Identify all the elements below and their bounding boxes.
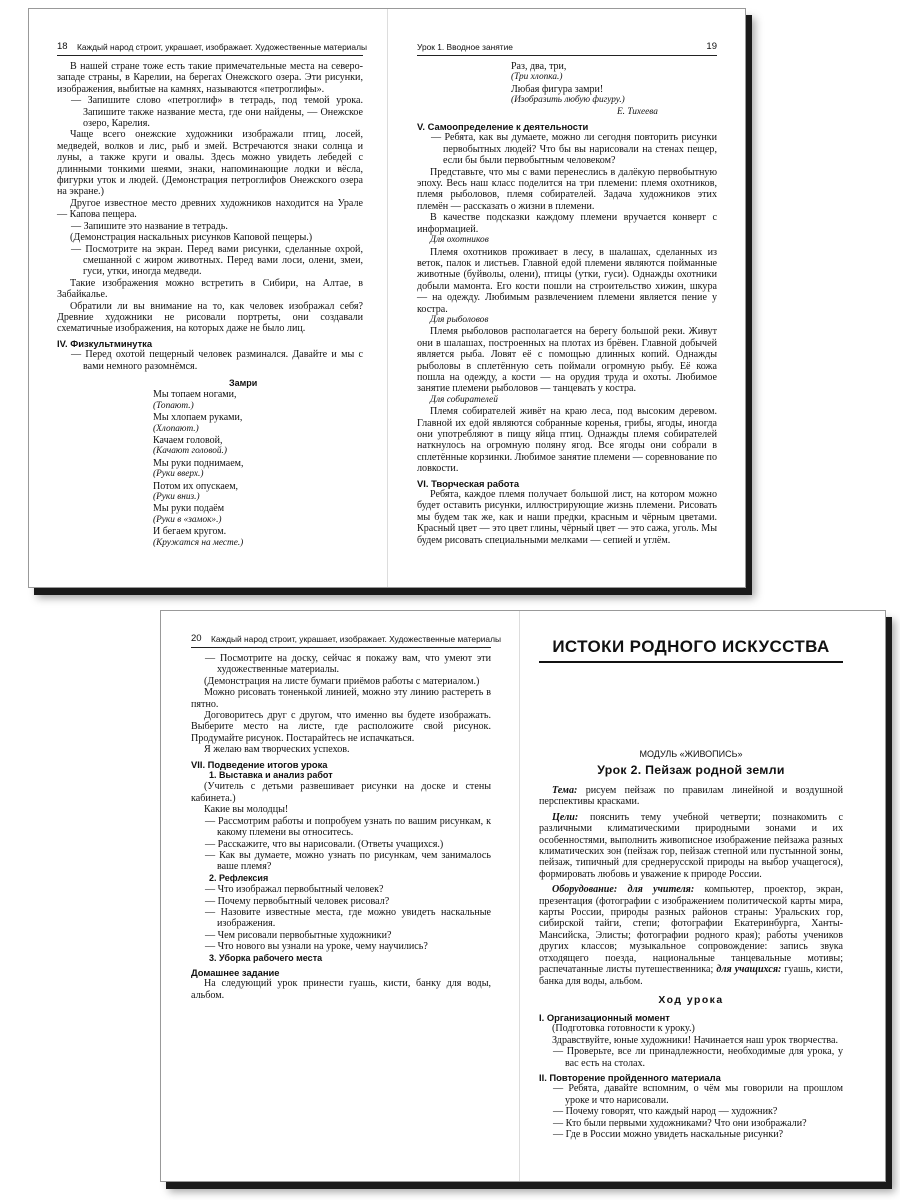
page-18	[57, 39, 367, 587]
poem-line: Качаем головой,	[153, 435, 223, 446]
paragraph: На следующий урок принести гуашь, кисти, банку для воды, альбом.	[191, 978, 491, 1001]
dialogue-line: — Ребята, как вы думаете, можно ли сегодня повторить рисунки первобытных людей? Что бы вы нарисовали на стенах пещер, если бы были первобытным человеком?	[431, 132, 717, 167]
stage-direction: (Кружатся на месте.)	[153, 537, 244, 548]
paragraph: Ребята, каждое племя получает большой лист, на котором можно будет оставить рисунки, иллюстрирующие жизнь племени. Рисовать мы будем так же, как и наши предки, красным и чёрным цветами. Красный цвет — это цвет глины, чёрный цвет — это сажа, уголь. Мы будем рисовать специальными мелками — сепией и углём.	[417, 489, 717, 546]
dialogue-line: — Что изображал первобытный человек?	[205, 884, 384, 896]
page-fold	[519, 611, 520, 1181]
dialogue-line: — Как вы думаете, можно узнать по рисункам, чем занималось ваше племя?	[205, 849, 491, 873]
page-number: 19	[706, 41, 717, 52]
section-heading: VI. Творческая работа	[417, 477, 520, 489]
dialogue-line: — Что нового вы узнали на уроке, чему научились?	[205, 941, 428, 953]
dialogue-line: — Кто были первыми художниками? Что они изображали?	[553, 1117, 807, 1129]
lesson-goals	[539, 812, 843, 880]
stage-direction: (Три хлопка.)	[511, 72, 563, 83]
paragraph: Здравствуйте, юные художники! Начинается наш урок творчества.	[552, 1034, 838, 1046]
goals-text: пояснить тему учебной четверти; познакомить с различными климатическими природными зонами и их особенностями, выполнить живописное изображение пейзажа разных климатических зон (пейзаж гор, пейзаж степной или пустынной зоны, пейзаж, типичный для среднерусской природы на выбор учащегося), формировать любовь и уважение к природе России.	[539, 811, 843, 880]
paragraph: Племя охотников проживает в лесу, в шалашах, сделанных из веток, палок и листьев. Главной едой племени являются пойманные животные (буйволы, олени), птицы (утки, гуси). Однажды охотники добыли мамонта. Его кости пошли на строительство хижин, шкура — на одежду. Любимым развлечением племени является пение у костра.	[417, 246, 717, 315]
equipment-students-label: для учащихся:	[716, 964, 782, 976]
running-title: Каждый народ строит, украшает, изображает. Художественные материалы	[77, 42, 367, 52]
running-header	[57, 39, 367, 56]
paragraph: (Демонстрация наскальных рисунков Каповой пещеры.)	[70, 232, 313, 244]
section-heading: VII. Подведение итогов урока	[191, 758, 328, 770]
paragraph: Другое известное место древних художников находится на Урале — Капова пещера.	[57, 197, 363, 221]
book-spread-bottom	[160, 610, 886, 1182]
dialogue-line: — Проверьте, все ли принадлежности, необходимые для урока, у вас есть на столах.	[553, 1046, 843, 1069]
dialogue-line: — Запишите это название в тетрадь.	[71, 220, 228, 232]
dialogue-line: — Запишите слово «петроглиф» в тетрадь, под темой урока. Запишите также название места, где они найдены, — Онежское озеро, Карелия.	[71, 95, 363, 130]
page-21-body	[539, 1012, 843, 1140]
page-20-body	[191, 653, 491, 1001]
section-heading: I. Организационный момент	[539, 1011, 670, 1023]
lesson-topic	[539, 785, 843, 808]
poem-line: Мы руки поднимаем,	[153, 457, 244, 469]
dialogue-line: — Почему говорят, что каждый народ — художник?	[553, 1106, 778, 1118]
poem-author: Е. Тихеева	[617, 106, 658, 117]
tribe-label: Для собирателей	[430, 394, 498, 405]
book-spread-top	[28, 8, 746, 588]
paragraph: (Подготовка готовности к уроку.)	[552, 1023, 695, 1035]
paragraph: Чаще всего онежские художники изображали птиц, лосей, медведей, волков и лис, рыб и змей. Встречаются знаки солнца и луны, а также круги и овалы. Здесь можно увидеть лебедей с длинными тонкими шеями, знаки, напоминающие лодки и вёсла, фигурки уток и людей. (Демонстрация петроглифов Онежского озера на экране.)	[57, 129, 363, 198]
page-fold	[387, 9, 388, 587]
stage-direction: (Топают.)	[153, 400, 194, 411]
course-title: Ход урока	[658, 994, 724, 1006]
page-number: 18	[57, 41, 68, 52]
paragraph: Такие изображения можно встретить в Сибири, на Алтае, в Забайкалье.	[57, 277, 363, 301]
chapter-heading: ИСТОКИ РОДНОГО ИСКУССТВА	[539, 637, 843, 663]
dialogue-line: — Посмотрите на доску, сейчас я покажу вам, что умеют эти художественные материалы.	[205, 653, 491, 676]
dialogue-line: — Чем рисовали первобытные художники?	[205, 929, 392, 941]
dialogue-line: — Назовите известные места, где можно увидеть наскальные изображения.	[205, 906, 491, 930]
running-title: Каждый народ строит, украшает, изображает. Художественные материалы	[211, 634, 501, 644]
section-heading: V. Самоопределение к деятельности	[417, 121, 589, 133]
equipment-students-text: гуашь, кисти, банка для воды, альбом.	[539, 964, 843, 987]
dialogue-line: — Перед охотой пещерный человек разминался. Давайте и мы с вами немного разомнёмся.	[71, 349, 363, 372]
equipment-teacher-text: компьютер, проектор, экран, презентация (фотографии с изображением политической карты мира, карты России, природы разных районов страны: Уральских гор, сибирской тайги, степи; фотографии Екатеринбурга, Ханты-Мансийска, Элисты; фотографии родного края); работы учеников других классов; музыкальное сопровождение: запись звука отходящего поезда, национальные танцевальные мотивы; распечатанные листы путешественника;	[539, 884, 843, 976]
page-21	[539, 611, 843, 1181]
paragraph: Племя рыболовов располагается на берегу большой реки. Живут они в шалашах, построенных на плотах из брёвен. Главной добычей является рыба. Ловят её с помощью длинных копий. Однажды рыболовы в сплетённую сеть поймали огромную рыбу. Её кожа пошла на одежду, а кости — на орудия труда и охоты. Любимое занятие племени рыболовов — танцевать у костра.	[417, 326, 717, 395]
paragraph: Можно рисовать тоненькой линией, можно эту линию растереть в пятно.	[191, 687, 491, 710]
poem-line: И бегаем кругом.	[153, 526, 227, 538]
page-19-body	[417, 121, 717, 546]
subsection-heading: 1. Выставка и анализ работ	[209, 770, 333, 781]
dialogue-line: — Расскажите, что вы нарисовали. (Ответы учащихся.)	[205, 838, 444, 850]
poem-line: Любая фигура замри!	[511, 83, 604, 95]
paragraph: В нашей стране тоже есть такие примечательные места на северо-западе страны, в Карелии, на берегах Онежского озера. Эти рисунки, изображения, выбитые на камнях, называются «петроглифы».	[57, 61, 363, 95]
running-title: Урок 1. Вводное занятие	[417, 42, 513, 52]
dialogue-line: — Посмотрите на экран. Перед вами рисунки, сделанные охрой, смешанной с жиром животных. Перед вами лоси, олени, змеи, гуси, утки, иногда медведи.	[71, 243, 363, 278]
section-heading: IV. Физкультминутка	[57, 337, 153, 349]
equipment-teacher-label: для учителя:	[627, 884, 695, 896]
poem-line: Мы хлопаем руками,	[153, 412, 243, 424]
lesson-title: Урок 2. Пейзаж родной земли	[597, 763, 785, 777]
dialogue-line: — Почему первобытный человек рисовал?	[205, 895, 390, 907]
page-20	[191, 631, 501, 1181]
paragraph: Я желаю вам творческих успехов.	[204, 744, 350, 756]
poem-line: Потом их опускаем,	[153, 480, 239, 492]
poem-line: Раз, два, три,	[511, 61, 567, 72]
page-number: 20	[191, 633, 202, 644]
paragraph: Племя собирателей живёт на краю леса, под высоким деревом. Главной их едой являются собранные коренья, грибы, ягоды, иногда они употребляют в пищу яйца птиц. Однажды племя собирателей наткнулось на огромную поляну ягод. Все ягоды они собрали в сплетённые корзинки. Любимое занятие племени — соревнование по ловкости.	[417, 406, 717, 475]
equipment-label: Оборудование:	[552, 884, 618, 896]
tribe-label: Для охотников	[430, 235, 489, 246]
poem	[57, 389, 363, 549]
running-header	[191, 631, 501, 648]
paragraph: Какие вы молодцы!	[204, 804, 289, 816]
stage-direction: (Изобразить любую фигуру.)	[511, 95, 625, 106]
poem-ending	[417, 61, 717, 107]
stage-direction: (Качают головой.)	[153, 446, 227, 457]
stage-direction: (Руки вниз.)	[153, 492, 200, 503]
page-19	[417, 39, 717, 587]
stage-direction: (Руки вверх.)	[153, 469, 204, 480]
running-header	[417, 39, 717, 56]
paragraph: Обратили ли вы внимание на то, как человек изображал себя? Древние художники не рисовали портреты, они создавали схематичные изображения, на которых даже не было лиц.	[57, 300, 363, 335]
topic-text: рисуем пейзаж по правилам линейной и воздушной перспективы красками.	[539, 785, 843, 808]
poem-line: Мы топаем ногами,	[153, 389, 237, 401]
paragraph: Представьте, что мы с вами перенеслись в далёкую первобытную эпоху. Весь наш класс поделится на три племени: племя охотников, племя рыболовов, племя собирателей. Задача художников этих племён — рассказать о жизни в племени.	[417, 166, 717, 212]
poem-line: Мы руки подаём	[153, 503, 225, 515]
dialogue-line: — Рассмотрим работы и попробуем узнать по вашим рисункам, к какому племени вы относитесь.	[205, 815, 491, 839]
paragraph: (Учитель с детьми развешивает рисунки на доске и стены кабинета.)	[191, 781, 491, 804]
paragraph: (Демонстрация на листе бумаги приёмов работы с материалом.)	[204, 675, 480, 687]
paragraph: В качестве подсказки каждому племени вручается конверт с информацией.	[417, 212, 717, 235]
dialogue-line: — Ребята, давайте вспомним, о чём мы говорили на прошлом уроке и что нарисовали.	[553, 1083, 843, 1106]
subsection-heading: 3. Уборка рабочего места	[209, 952, 323, 963]
module-title: МОДУЛЬ «ЖИВОПИСЬ»	[639, 749, 743, 759]
stage-direction: (Хлопают.)	[153, 423, 199, 434]
subsection-heading: 2. Рефлексия	[209, 872, 269, 883]
section-heading: II. Повторение пройденного материала	[539, 1071, 721, 1083]
paragraph: Договоритесь друг с другом, что именно вы будете изображать. Выберите место на листе, где расположите свой рисунок. Продумайте рисунок. Постарайтесь не испачкаться.	[191, 710, 491, 744]
poem-title: Замри	[229, 377, 258, 388]
tribe-label: Для рыболовов	[430, 314, 489, 325]
lesson-equipment	[539, 884, 843, 987]
section-heading: Домашнее задание	[191, 966, 280, 978]
topic-label: Тема:	[552, 785, 578, 796]
stage-direction: (Руки в «замок».)	[153, 514, 222, 525]
page-18-body	[57, 61, 363, 372]
goals-label: Цели:	[552, 811, 579, 823]
dialogue-line: — Где в России можно увидеть наскальные рисунки?	[553, 1128, 784, 1140]
